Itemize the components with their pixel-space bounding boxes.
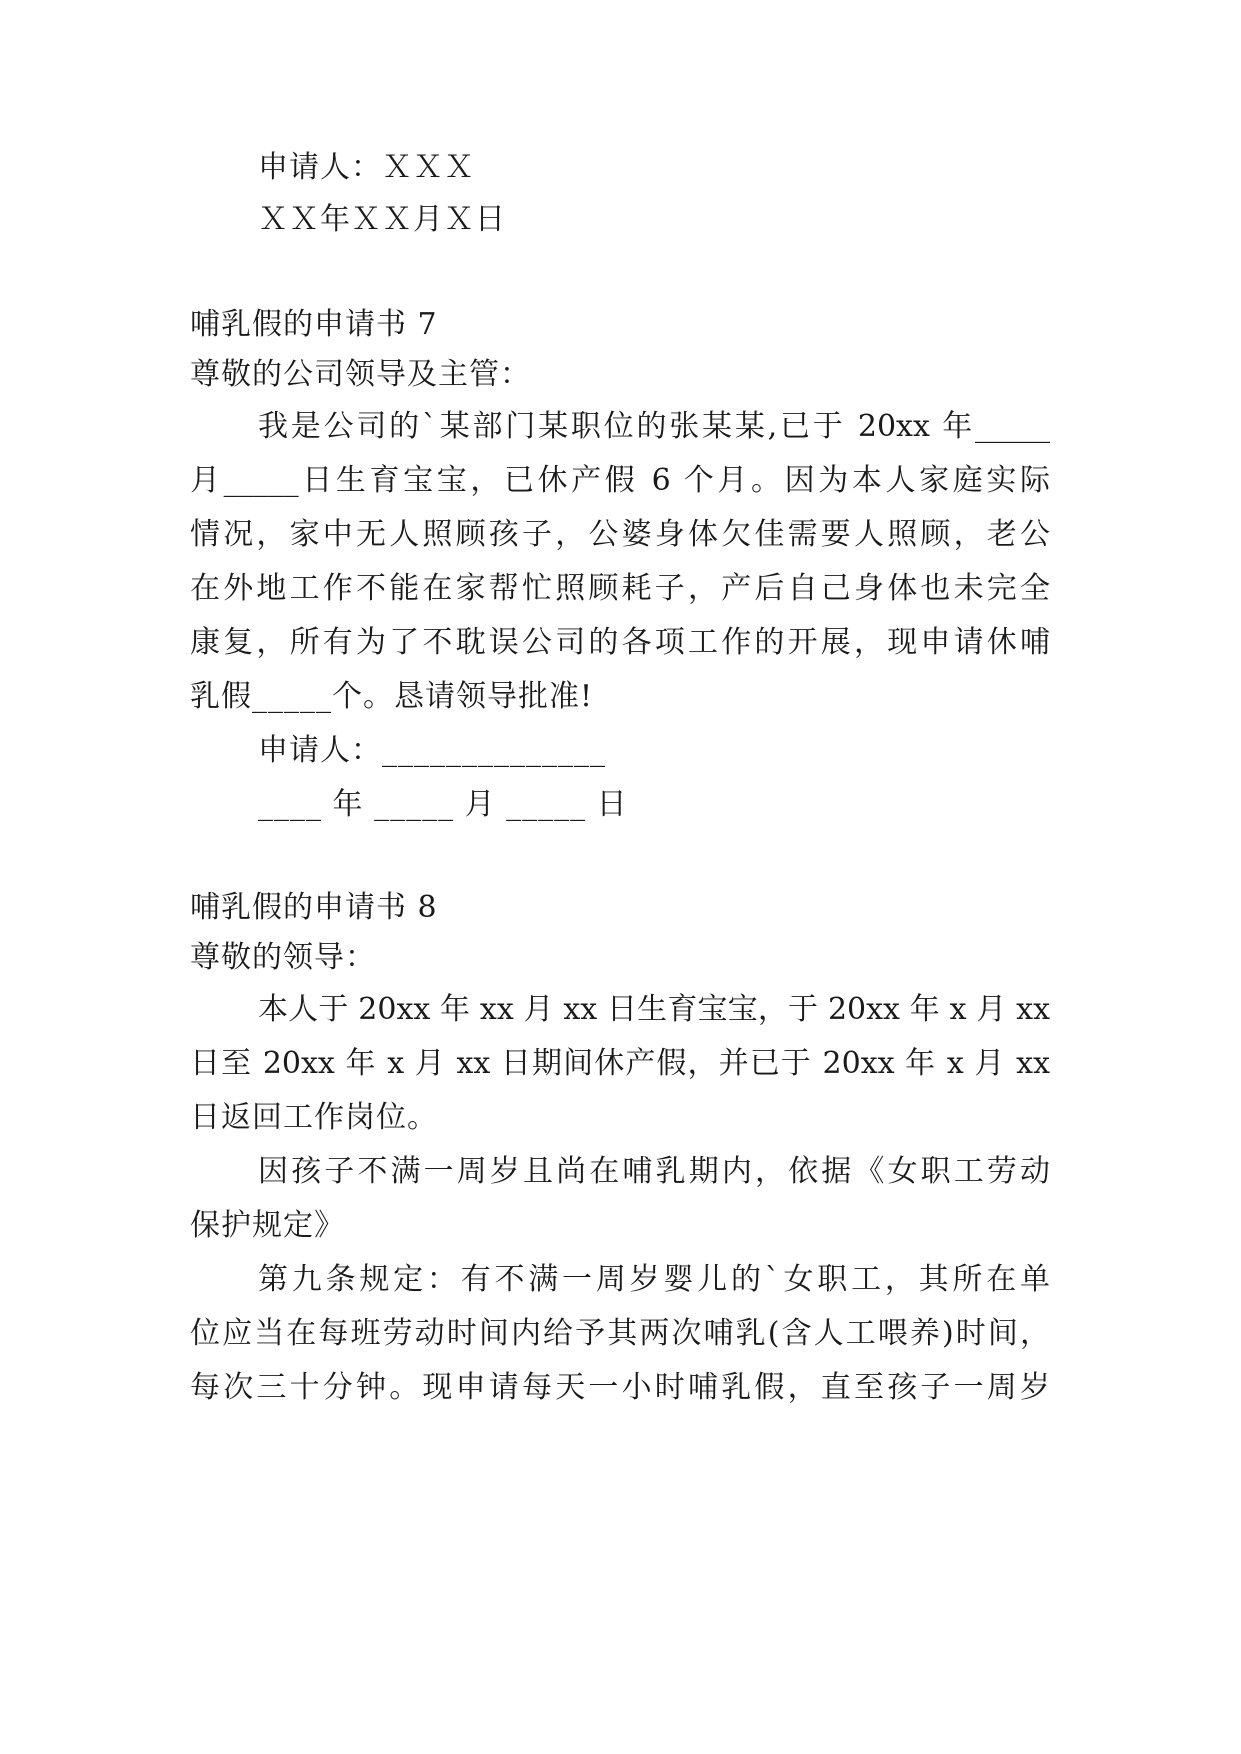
body-line: 乳假_____个。恳请领导批准!: [190, 679, 594, 714]
body-line: 每次三十分钟。现申请每天一小时哺乳假，直至孩子一周岁: [190, 1370, 1050, 1405]
body-line: 我是公司的`某部门某职位的张某某,已于 20xx 年_____: [258, 409, 1050, 444]
body-line: 在外地工作不能在家帮忙照顾耗子，产后自己身体也未完全: [190, 571, 1050, 606]
body-line: 日至 20xx 年 x 月 xx 日期间休产假，并已于 20xx 年 x 月 xx: [190, 1046, 1050, 1081]
body-line: 情况，家中无人照顾孩子，公婆身体欠佳需要人照顾，老公: [190, 517, 1050, 552]
body-line: 保护规定》: [190, 1208, 345, 1243]
section-title: 哺乳假的申请书 7: [190, 307, 438, 342]
body-line: 位应当在每班劳动时间内给予其两次哺乳(含人工喂养)时间，: [190, 1316, 1050, 1351]
section-title: 哺乳假的申请书 8: [190, 890, 438, 925]
body-line: 本人于 20xx 年 xx 月 xx 日生育宝宝，于 20xx 年 x 月 xx: [258, 992, 1050, 1027]
body-line: 康复，所有为了不耽误公司的各项工作的开展，现申请休哺: [190, 625, 1050, 660]
body-line: 因孩子不满一周岁且尚在哺乳期内，依据《女职工劳动: [258, 1154, 1050, 1189]
body-line: 日返回工作岗位。: [190, 1100, 438, 1135]
applicant-signature: 申请人：______________: [258, 733, 606, 768]
signature-date: ＸＸ年ＸＸ月Ｘ日: [258, 202, 506, 237]
body-line: 月_____日生育宝宝，已休产假 6 个月。因为本人家庭实际: [190, 463, 1050, 498]
salutation: 尊敬的领导：: [190, 940, 376, 975]
body-line: 第九条规定：有不满一周岁婴儿的`女职工，其所在单: [258, 1262, 1050, 1297]
salutation: 尊敬的公司领导及主管：: [190, 357, 531, 392]
signature-date: ____ 年 _____ 月 _____ 日: [258, 787, 628, 822]
applicant-signature: 申请人：ＸＸＸ: [258, 150, 475, 185]
